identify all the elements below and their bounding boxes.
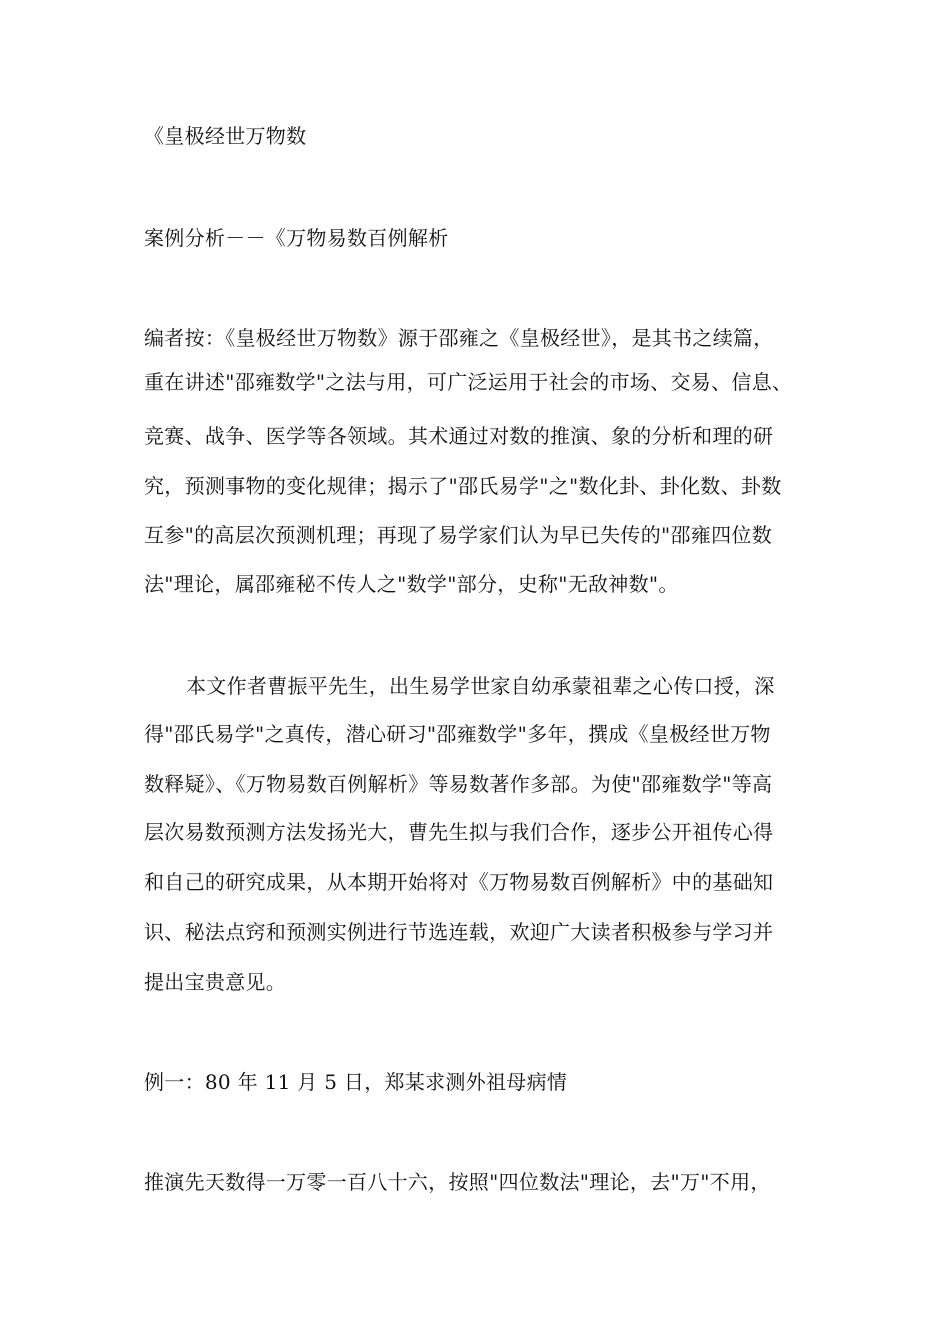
editor-note-line-4: 究，预测事物的变化规律；揭示了"邵氏易学"之"数化卦、卦化数、卦数 [144, 474, 782, 498]
editor-note-line-2: 重在讲述"邵雍数学"之法与用，可广泛运用于社会的市场、交易、信息、 [144, 370, 793, 394]
example-text-line: 推演先天数得一万零一百八十六，按照"四位数法"理论，去"万"不用， [144, 1170, 771, 1194]
author-intro-line-4: 层次易数预测方法发扬光大，曹先生拟与我们合作，逐步公开祖传心得 [144, 820, 774, 844]
editor-note-line-3: 竞赛、战争、医学等各领域。其术通过对数的推演、象的分析和理的研 [144, 424, 774, 448]
author-intro-line-2: 得"邵氏易学"之真传，潜心研习"邵雍数学"多年，撰成《皇极经世万物 [144, 722, 771, 746]
author-intro-line-5: 和自己的研究成果，从本期开始将对《万物易数百例解析》中的基础知 [144, 870, 774, 894]
subtitle-line: 案例分析－－《万物易数百例解析 [144, 226, 449, 250]
author-intro-line-7: 提出宝贵意见。 [144, 970, 287, 994]
editor-note-line-1: 编者按：《皇极经世万物数》源于邵雍之《皇极经世》，是其书之续篇， [144, 326, 774, 350]
author-intro-line-6: 识、秘法点窍和预测实例进行节选连载，欢迎广大读者积极参与学习并 [144, 920, 774, 944]
title-line: 《皇极经世万物数 [144, 124, 307, 148]
editor-note-line-5: 互参"的高层次预测机理；再现了易学家们认为早已失传的"邵雍四位数 [144, 523, 772, 547]
example-heading: 例一：80 年 11 月 5 日，郑某求测外祖母病情 [144, 1070, 568, 1094]
editor-note-line-6: 法"理论，属邵雍秘不传人之"数学"部分，史称"无敌神数"。 [144, 572, 679, 596]
author-intro-line-3: 数释疑》、《万物易数百例解析》等易数著作多部。为使"邵雍数学"等高 [144, 772, 773, 796]
author-intro-line-1: 本文作者曹振平先生，出生易学世家自幼承蒙祖辈之心传口授，深 [186, 674, 775, 698]
